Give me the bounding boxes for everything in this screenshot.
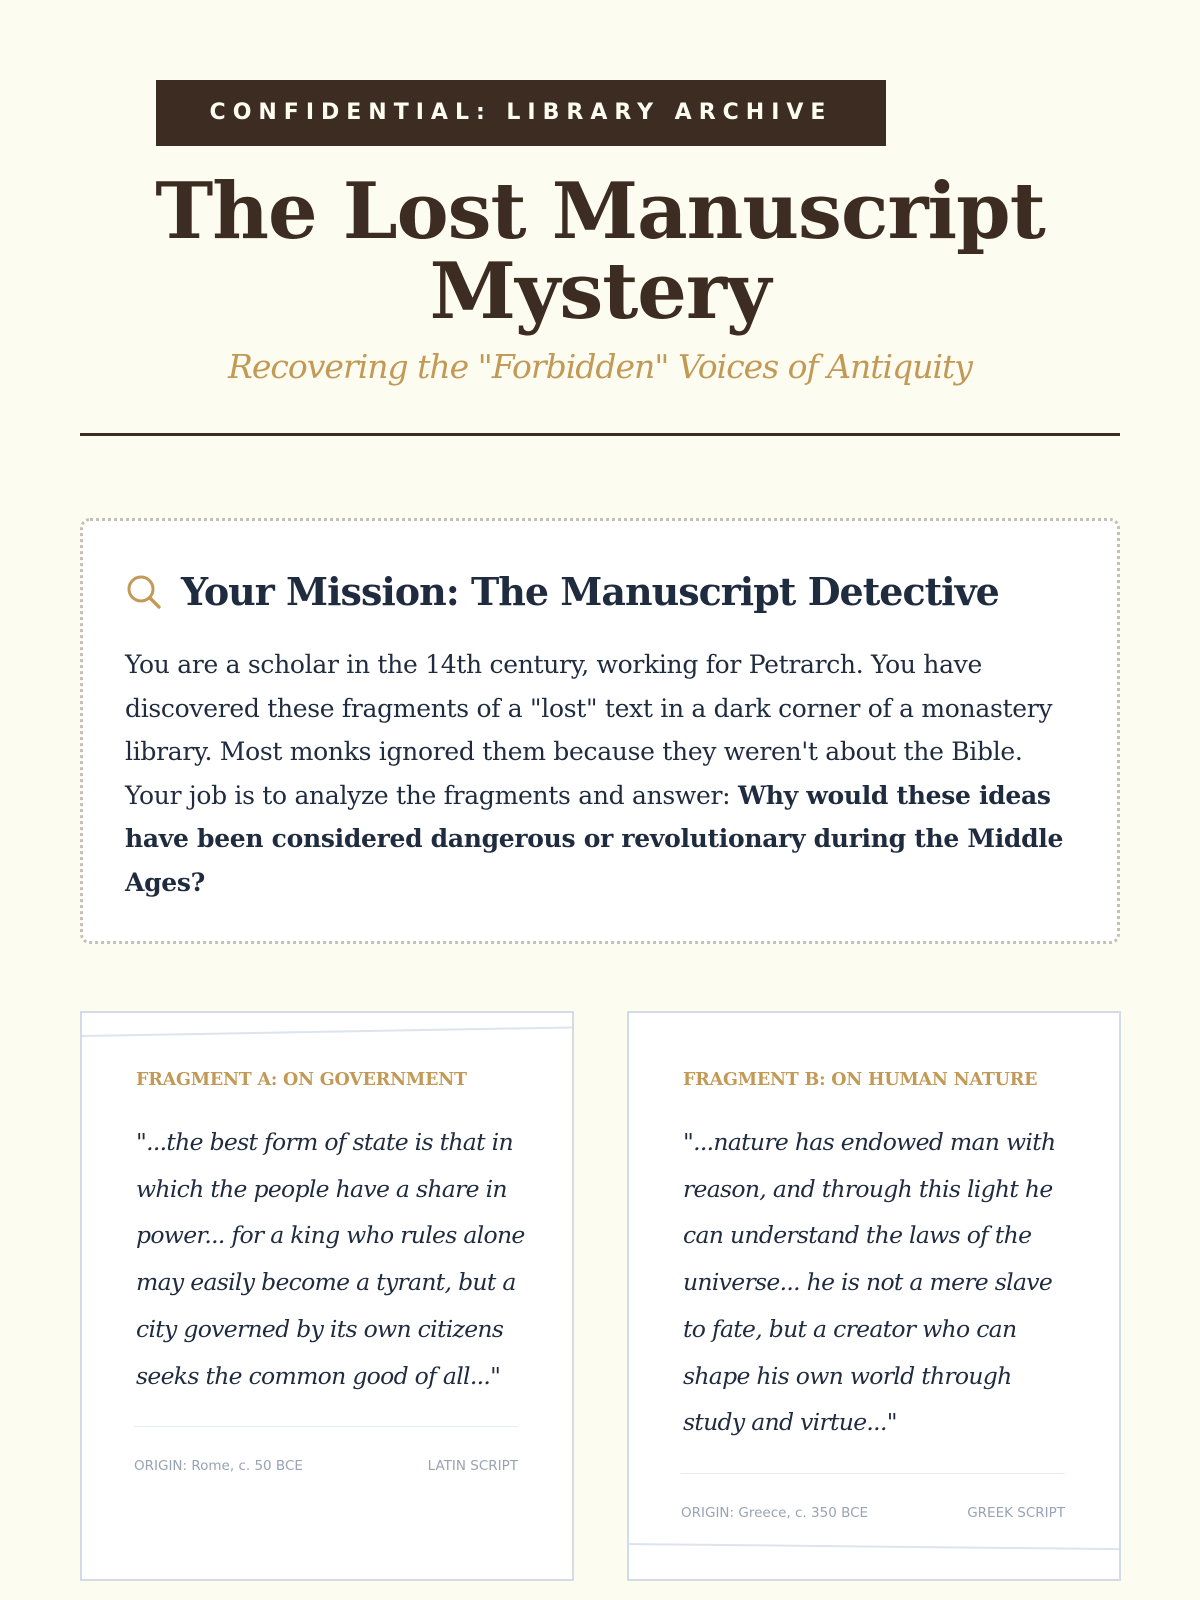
- mission-box: [80, 518, 1120, 944]
- fragment-card-a: [80, 1011, 574, 1581]
- confidential-stamp: CONFIDENTIAL: LIBRARY ARCHIVE: [156, 80, 886, 146]
- fragment-quote: "...the best form of state is that in which the people have a share in power... for a king who rules alone may easily become a tyrant, but a city governed by its own citizens seeks the common good of all...": [136, 1128, 525, 1390]
- fragment-label: FRAGMENT B: ON HUMAN NATURE: [683, 1070, 1038, 1090]
- mission-question: Why would these ideas have been considered dangerous or revolutionary during the Middle Ages?: [125, 780, 1064, 897]
- torn-edge: [629, 1543, 1119, 1550]
- fragment-a-footer: [134, 1426, 518, 1475]
- fragment-b-footer: [681, 1473, 1065, 1522]
- fragment-origin: ORIGIN: Greece, c. 350 BCE: [681, 1505, 869, 1521]
- fragment-script: LATIN SCRIPT: [427, 1458, 518, 1474]
- page-title: [80, 166, 1120, 337]
- page-title-line-1: The Lost Manuscript: [155, 166, 1045, 257]
- fragment-label: FRAGMENT A: ON GOVERNMENT: [136, 1070, 467, 1090]
- fragment-origin: ORIGIN: Rome, c. 50 BCE: [134, 1458, 303, 1474]
- mission-intro-text: You are a scholar in the 14th century, working for Petrarch. You have discovered these fragments of a "lost" text in a dark corner of a monastery library. Most monks ignored them because they weren't about the Bible. Your job is to analyze the fragments and answer:: [125, 650, 1053, 810]
- magnifier-icon: [125, 573, 163, 611]
- page-title-line-2: Mystery: [429, 246, 771, 337]
- page-subtitle: Recovering the "Forbidden" Voices of Antiquity: [228, 347, 972, 386]
- mission-description: [125, 643, 1080, 904]
- mission-title: Your Mission: The Manuscript Detective: [181, 569, 999, 614]
- fragment-script: GREEK SCRIPT: [967, 1505, 1065, 1521]
- mission-heading: [125, 563, 1075, 621]
- header-divider: [80, 433, 1120, 436]
- fragment-quote: "...nature has endowed man with reason, and through this light he can understand the laws of the universe... he is not a mere slave to fate, but a creator who can shape his own world through study and virtue...": [683, 1128, 1056, 1437]
- torn-edge: [82, 1026, 572, 1037]
